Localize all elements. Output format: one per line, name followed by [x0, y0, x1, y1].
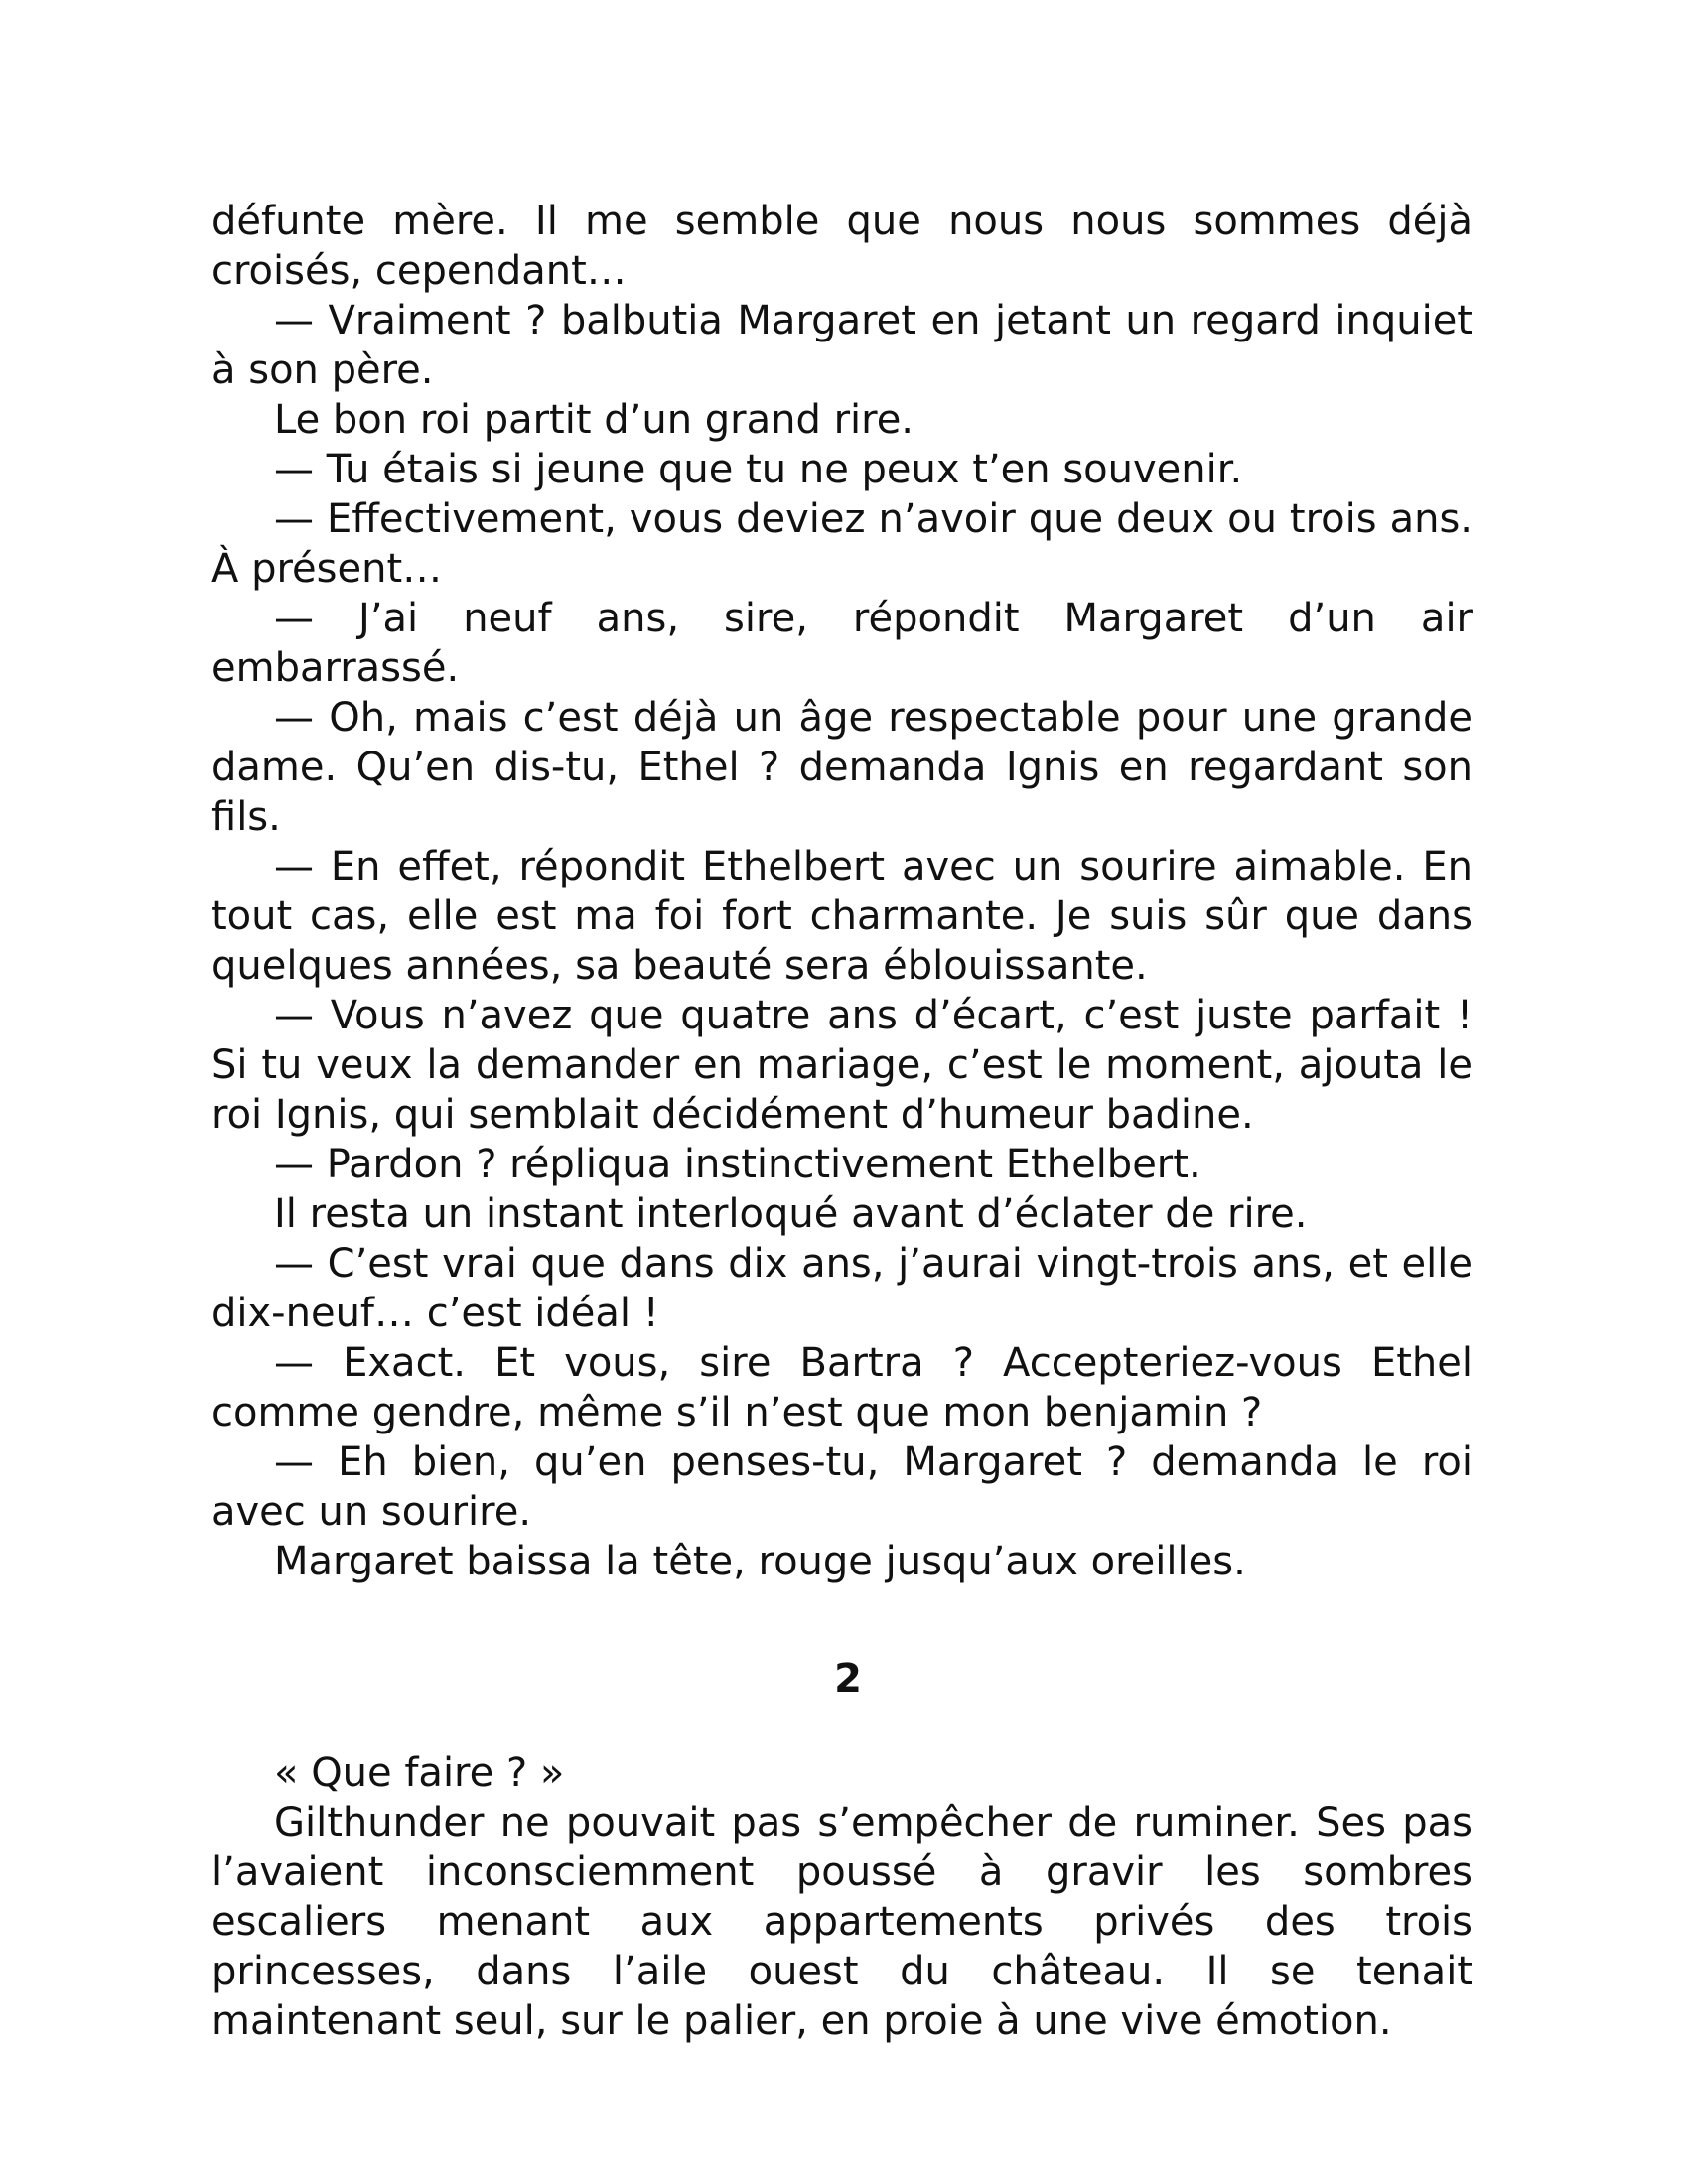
paragraph: — Exact. Et vous, sire Bartra ? Accepteriez-vous Ethel comme gendre, même s’il n’est que mon benjamin ?: [211, 1340, 1473, 1435]
paragraph: — En effet, répondit Ethelbert avec un sourire aimable. En tout cas, elle est ma foi fort charmante. Je suis sûr que dans quelques années, sa beauté sera éblouissante.: [211, 844, 1473, 989]
paragraph: défunte mère. Il me semble que nous nous sommes déjà croisés, cependant…: [211, 199, 1473, 294]
chapter-number: 2: [834, 1656, 862, 1702]
paragraph: — Oh, mais c’est déjà un âge respectable pour une grande dame. Qu’en dis-tu, Ethel ? demanda Ignis en regardant son fils.: [211, 695, 1473, 840]
paragraph: Il resta un instant interloqué avant d’éclater de rire.: [274, 1191, 1308, 1237]
text-section-2: [211, 1748, 1473, 2046]
paragraph: Margaret baissa la tête, rouge jusqu’aux oreilles.: [274, 1539, 1246, 1584]
paragraph: Le bon roi partit d’un grand rire.: [274, 397, 914, 443]
paragraph: — J’ai neuf ans, sire, répondit Margaret d’un air embarrassé.: [211, 596, 1473, 691]
paragraph: — Effectivement, vous deviez n’avoir que deux ou trois ans. À présent…: [211, 496, 1473, 592]
paragraph: — Eh bien, qu’en penses-tu, Margaret ? demanda le roi avec un sourire.: [211, 1439, 1473, 1535]
paragraph: Gilthunder ne pouvait pas s’empêcher de ruminer. Ses pas l’avaient inconsciemment poussé à gravir les sombres escaliers menant aux appartements privés des trois princesses, dans l’aile ouest du château. Il se tenait maintenant seul, sur le palier, en proie à une vive émotion.: [211, 1800, 1473, 2044]
book-page: [211, 197, 1473, 2046]
paragraph: — Pardon ? répliqua instinctivement Ethelbert.: [274, 1142, 1201, 1187]
paragraph: — Vraiment ? balbutia Margaret en jetant un regard inquiet à son père.: [211, 298, 1473, 393]
text-section-1: [211, 197, 1473, 1586]
paragraph: « Que faire ? »: [274, 1750, 565, 1796]
paragraph: — C’est vrai que dans dix ans, j’aurai vingt-trois ans, et elle dix-neuf… c’est idéal !: [211, 1241, 1473, 1336]
paragraph: — Vous n’avez que quatre ans d’écart, c’est juste parfait ! Si tu veux la demander en mariage, c’est le moment, ajouta le roi Ignis, qui semblait décidément d’humeur badine.: [211, 993, 1473, 1138]
paragraph: — Tu étais si jeune que tu ne peux t’en souvenir.: [274, 447, 1243, 492]
